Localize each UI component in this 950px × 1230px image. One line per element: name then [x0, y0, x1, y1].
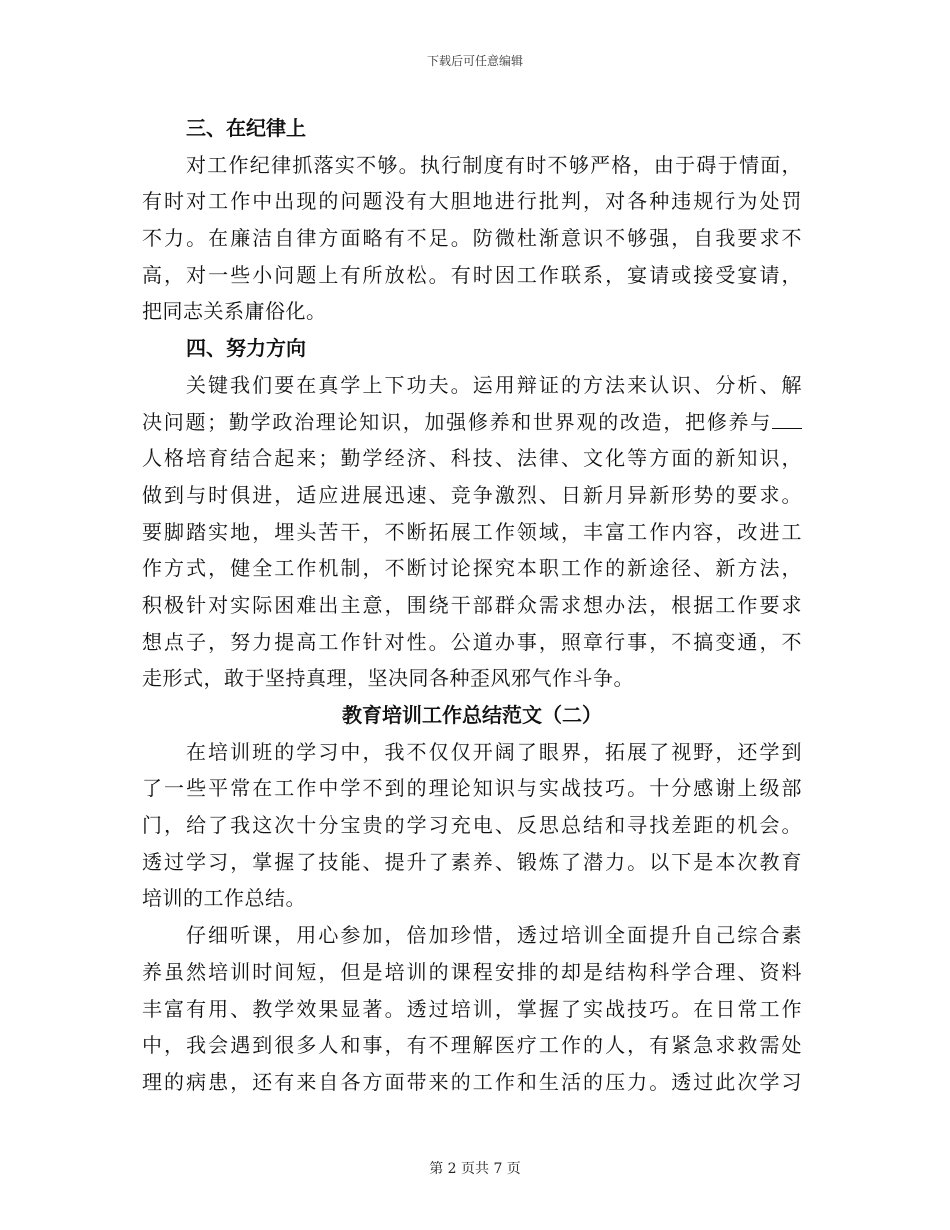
document-body [142, 110, 802, 1101]
fill-in-blank [772, 427, 802, 429]
paragraph-line: 仔细听课，用心参加，倍加珍惜，透过培训全面提升自己综合素 [186, 923, 802, 948]
paragraph-text: 决问题；勤学政治理论知识，加强修养和世界观的改造，把修养与 [142, 409, 772, 434]
section-heading-discipline: 三、在纪律上 [186, 116, 306, 140]
paragraph-line: 人格培育结合起来；勤学经济、科技、法律、文化等方面的新知识， [142, 446, 802, 471]
paragraph-line: 养虽然培训时间短，但是培训的课程安排的却是结构科学合理、资料 [142, 959, 802, 984]
page-header: 下载后可任意编辑 [426, 54, 523, 68]
paragraph-line: 走形式，敢于坚持真理，坚决同各种歪风邪气作斗争。 [142, 666, 634, 691]
paragraph-line: 关键我们要在真学上下功夫。运用辩证的方法来认识、分析、解 [186, 372, 802, 397]
paragraph-line: 高，对一些小问题上有所放松。有时因工作联系，宴请或接受宴请， [142, 262, 802, 287]
paragraph-line: 门，给了我这次十分宝贵的学习充电、反思总结和寻找差距的机会。 [142, 813, 802, 838]
paragraph-line-with-blank [142, 404, 802, 441]
paragraph-line: 要脚踏实地，埋头苦干，不断拓展工作领域，丰富工作内容，改进工 [142, 519, 802, 544]
paragraph-line: 透过学习，掌握了技能、提升了素养、锻炼了潜力。以下是本次教育 [142, 849, 802, 874]
paragraph-line: 中，我会遇到很多人和事，有不理解医疗工作的人，有紧急求救需处 [142, 1033, 802, 1058]
page-footer: 第 2 页共 7 页 [429, 1161, 521, 1177]
article-title: 教育培训工作总结范文（二） [342, 703, 602, 727]
paragraph-line: 做到与时俱进，适应进展迅速、竞争激烈、日新月异新形势的要求。 [142, 482, 802, 507]
paragraph-line: 培训的工作总结。 [142, 886, 306, 911]
paragraph-line: 想点子，努力提高工作针对性。公道办事，照章行事，不搞变通，不 [142, 629, 802, 654]
paragraph-line: 了一些平常在工作中学不到的理论知识与实战技巧。十分感谢上级部 [142, 776, 802, 801]
paragraph-line: 有时对工作中出现的问题没有大胆地进行批判，对各种违规行为处罚 [142, 189, 802, 214]
paragraph-line: 把同志关系庸俗化。 [142, 299, 327, 324]
paragraph-line: 不力。在廉洁自律方面略有不足。防微杜渐意识不够强，自我要求不 [142, 226, 802, 251]
paragraph-line: 理的病患，还有来自各方面带来的工作和生活的压力。透过此次学习 [142, 1069, 802, 1094]
paragraph-line: 对工作纪律抓落实不够。执行制度有时不够严格，由于碍于情面， [186, 152, 802, 177]
paragraph-line: 在培训班的学习中，我不仅仅开阔了眼界，拓展了视野，还学到 [186, 739, 802, 764]
paragraph-line: 积极针对实际困难出主意，围绕干部群众需求想办法，根据工作要求 [142, 592, 802, 617]
paragraph-line: 作方式，健全工作机制，不断讨论探究本职工作的新途径、新方法， [142, 556, 802, 581]
paragraph-line: 丰富有用、教学效果显著。透过培训，掌握了实战技巧。在日常工作 [142, 996, 802, 1021]
section-heading-direction: 四、努力方向 [186, 336, 306, 361]
